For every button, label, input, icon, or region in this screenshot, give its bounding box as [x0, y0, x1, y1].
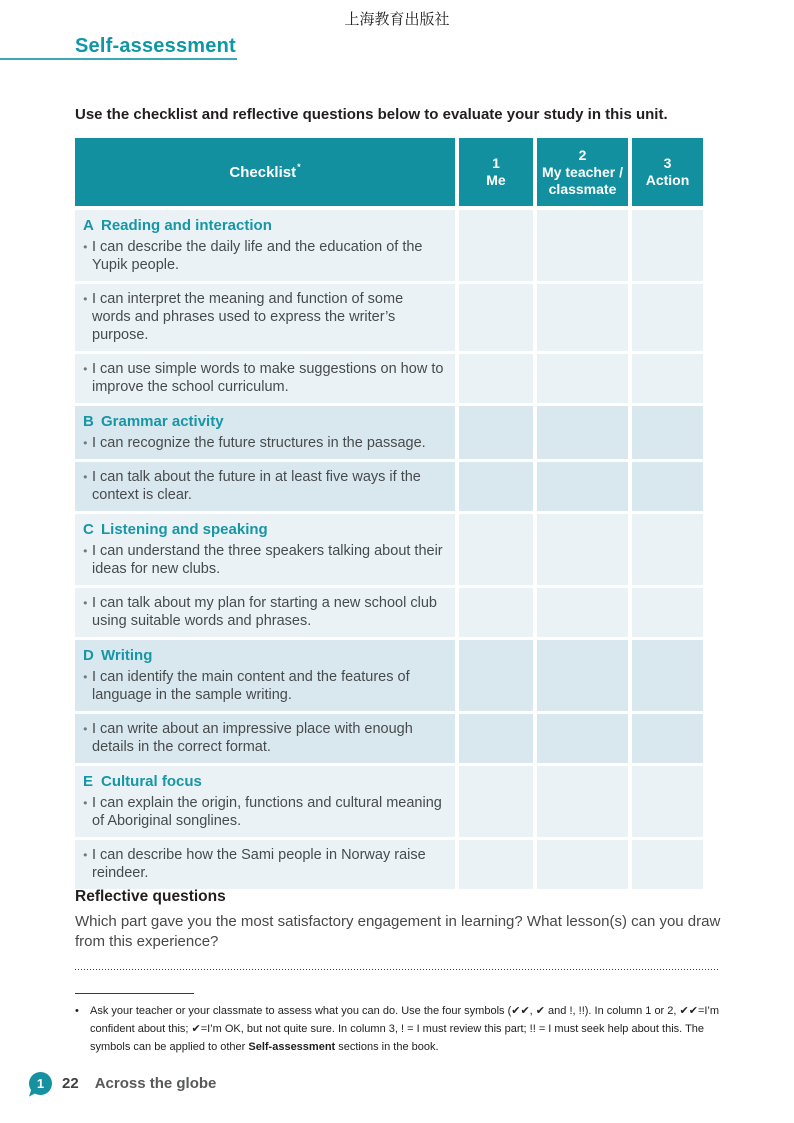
item-text: I can interpret the meaning and function of some words and phrases used to express the writer’s purpose. [92, 291, 404, 343]
checklist-cell [75, 210, 455, 281]
item-text: I can understand the three speakers talking about their ideas for new clubs. [92, 543, 443, 577]
footnote-text [90, 1002, 727, 1056]
section-name: Writing [101, 647, 153, 664]
section-name: Grammar activity [101, 413, 224, 430]
section-title [83, 772, 445, 792]
reflective-questions-heading: Reflective questions [75, 888, 226, 905]
publisher-title: 上海教育出版社 [344, 10, 450, 28]
checklist-item [83, 594, 445, 630]
footnote-bold-term: Self-assessment [248, 1041, 336, 1053]
bullet-icon: ● [83, 672, 88, 681]
action-cell [632, 210, 703, 281]
table-row [75, 640, 703, 711]
item-text: I can identify the main content and the features of language in the sample writing. [92, 669, 410, 703]
checklist-item [83, 360, 445, 396]
column-label: My teacher / classmate [542, 163, 623, 197]
section-letter: D [83, 647, 94, 664]
item-text: I can describe the daily life and the education of the Yupik people. [92, 239, 423, 273]
section-name: Listening and speaking [101, 521, 268, 538]
item-text: I can talk about my plan for starting a new school club using suitable words and phrases. [92, 595, 437, 629]
action-cell [632, 284, 703, 351]
checklist-item [83, 290, 445, 344]
table-row [75, 462, 703, 511]
instruction-text: Use the checklist and reflective questions below to evaluate your study in this unit. [75, 106, 668, 123]
table-row [75, 840, 703, 889]
me-cell [459, 514, 533, 585]
item-text: I can use simple words to make suggestions on how to improve the school curriculum. [92, 361, 444, 395]
column-number: 2 [578, 146, 587, 163]
action-cell [632, 766, 703, 837]
me-cell [459, 714, 533, 763]
footnote-bullet: • [75, 1005, 79, 1017]
teacher-cell [537, 284, 628, 351]
table-row [75, 284, 703, 351]
bullet-icon: ● [83, 598, 88, 607]
me-cell [459, 588, 533, 637]
checklist-header-label: Checklist [229, 163, 297, 181]
action-cell [632, 406, 703, 459]
table-row [75, 714, 703, 763]
checklist-item [83, 720, 445, 756]
teacher-cell [537, 766, 628, 837]
checklist-cell [75, 354, 455, 403]
bullet-icon: ● [83, 364, 88, 373]
checklist-cell [75, 462, 455, 511]
checklist-cell [75, 406, 455, 459]
unit-number-badge: 1 [29, 1072, 52, 1095]
section-letter: E [83, 773, 94, 790]
me-cell [459, 284, 533, 351]
item-text: I can talk about the future in at least five ways if the context is clear. [92, 469, 421, 503]
teacher-cell [537, 640, 628, 711]
teacher-cell [537, 406, 628, 459]
bullet-icon: ● [83, 438, 88, 447]
footnote-text-part1: Ask your teacher or your classmate to assess what you can do. Use the four symbols (✔✔, ✔ and !, !!). In column 1 or 2, ✔✔=I’m confident about this; ✔=I’m OK, but not quite sure. In column 3, ! = I must review this part; !! = I must seek help about this. The symbols can be applied to other [90, 1005, 720, 1053]
section-letter: B [83, 413, 94, 430]
checklist-item [83, 846, 445, 882]
me-cell [459, 640, 533, 711]
checklist-cell [75, 840, 455, 889]
checklist-cell [75, 766, 455, 837]
checklist-cell [75, 714, 455, 763]
table-row [75, 210, 703, 281]
checklist-item [83, 542, 445, 578]
table-header-row [75, 138, 703, 206]
checklist-table [75, 138, 703, 892]
item-text: I can write about an impressive place with enough details in the correct format. [92, 721, 413, 755]
bullet-icon: ● [83, 850, 88, 859]
column-number: 1 [492, 155, 500, 171]
checklist-cell [75, 640, 455, 711]
action-cell [632, 640, 703, 711]
me-cell [459, 462, 533, 511]
footnote-marker: * [297, 161, 301, 172]
me-cell [459, 406, 533, 459]
bullet-icon: ● [83, 472, 88, 481]
page-number: 22 [62, 1075, 79, 1092]
column-header-action [632, 138, 703, 206]
teacher-cell [537, 840, 628, 889]
bullet-icon: ● [83, 294, 88, 303]
section-title [83, 520, 445, 540]
table-row [75, 514, 703, 585]
teacher-cell [537, 462, 628, 511]
checklist-cell [75, 514, 455, 585]
page-footer [29, 1072, 216, 1095]
action-cell [632, 354, 703, 403]
section-title [83, 216, 445, 236]
column-number: 3 [663, 155, 672, 171]
teacher-cell [537, 714, 628, 763]
item-text: I can describe how the Sami people in Norway raise reindeer. [92, 847, 426, 881]
action-cell [632, 840, 703, 889]
section-letter: C [83, 521, 94, 538]
footnote-rule [75, 993, 194, 994]
book-title: Across the globe [94, 1075, 217, 1092]
column-label: Action [645, 172, 690, 188]
checklist-item [83, 468, 445, 504]
column-header-me [459, 138, 533, 206]
teacher-cell [537, 210, 628, 281]
bullet-icon: ● [83, 798, 88, 807]
table-row [75, 766, 703, 837]
table-row [75, 354, 703, 403]
section-letter: A [83, 217, 94, 234]
section-name: Reading and interaction [101, 217, 272, 234]
section-title [83, 646, 445, 666]
section-title [83, 412, 445, 432]
teacher-cell [537, 514, 628, 585]
action-cell [632, 514, 703, 585]
action-cell [632, 714, 703, 763]
checklist-item [83, 434, 445, 452]
checklist-header-cell [75, 138, 455, 206]
checklist-cell [75, 588, 455, 637]
action-cell [632, 588, 703, 637]
checklist-cell [75, 284, 455, 351]
me-cell [459, 840, 533, 889]
item-text: I can explain the origin, functions and cultural meaning of Aboriginal songlines. [92, 795, 442, 829]
teacher-cell [537, 588, 628, 637]
footnote-text-part2: sections in the book. [335, 1041, 439, 1053]
heading-underline [0, 58, 237, 60]
item-text: I can recognize the future structures in the passage. [92, 435, 426, 451]
checklist-item [83, 238, 445, 274]
column-header-teacher [537, 138, 628, 206]
footnote [75, 1002, 727, 1056]
me-cell [459, 766, 533, 837]
table-row [75, 588, 703, 637]
reflective-question-text: Which part gave you the most satisfactory engagement in learning? What lesson(s) can you draw from this experience? [75, 913, 721, 950]
page-title: Self-assessment [75, 35, 236, 57]
bullet-icon: ● [83, 546, 88, 555]
bullet-icon: ● [83, 724, 88, 733]
bullet-icon: ● [83, 242, 88, 251]
answer-dotted-line [75, 969, 719, 971]
me-cell [459, 210, 533, 281]
checklist-item [83, 668, 445, 704]
teacher-cell [537, 354, 628, 403]
column-label: Me [486, 172, 506, 188]
table-row [75, 406, 703, 459]
checklist-item [83, 794, 445, 830]
action-cell [632, 462, 703, 511]
me-cell [459, 354, 533, 403]
section-name: Cultural focus [101, 773, 202, 790]
